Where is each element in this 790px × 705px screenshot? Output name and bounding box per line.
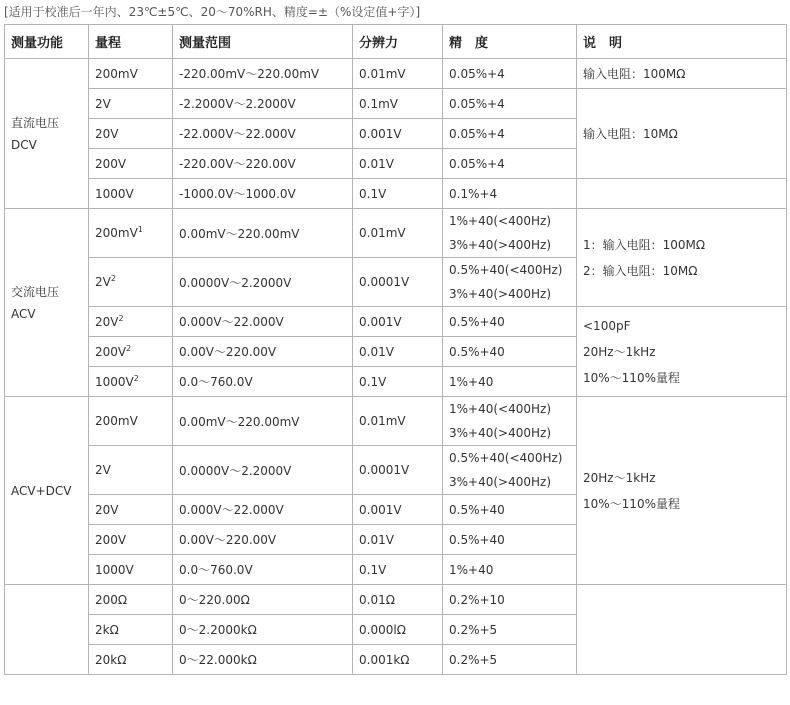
function-acv: 交流电压 ACV [5, 209, 89, 397]
range-cell: $200V^2$ [89, 337, 173, 367]
header-row [5, 25, 787, 59]
span-cell: 0.0000V～2.2000V [173, 446, 353, 495]
span-cell: -22.000V～22.000V [173, 119, 353, 149]
note-cell: 20Hz～1kHz 10%～110%量程 [577, 397, 787, 585]
range-cell: 2kΩ [89, 615, 173, 645]
range-cell: 1000V [89, 555, 173, 585]
function-acv-dcv: ACV+DCV [5, 397, 89, 585]
table-row [5, 397, 787, 446]
range-cell: 200V [89, 525, 173, 555]
accuracy-cell: 0.2%+5 [443, 645, 577, 675]
accuracy-cell: 1%+40 [443, 367, 577, 397]
span-cell: 0.000V～22.000V [173, 307, 353, 337]
range-cell: $1000V^2$ [89, 367, 173, 397]
range-cell: 200mV [89, 59, 173, 89]
accuracy-cell: 0.1%+4 [443, 179, 577, 209]
span-cell: 0～2.2000kΩ [173, 615, 353, 645]
table-row [5, 585, 787, 615]
note-cell: <100pF 20Hz～1kHz 10%～110%量程 [577, 307, 787, 397]
accuracy-cell: 0.5%+40(<400Hz) 3%+40(>400Hz) [443, 258, 577, 307]
table-row [5, 209, 787, 258]
table-row [5, 307, 787, 337]
range-cell: 2V [89, 89, 173, 119]
range-cell: $2V^2$ [89, 258, 173, 307]
range-cell: 200mV [89, 397, 173, 446]
range-cell: 1000V [89, 179, 173, 209]
range-cell: 20V [89, 119, 173, 149]
accuracy-cell: 0.05%+4 [443, 89, 577, 119]
resolution-cell: 0.0001V [353, 446, 443, 495]
resolution-cell: 0.01V [353, 337, 443, 367]
note-cell: 输入电阻：10MΩ [577, 89, 787, 179]
note-cell: 1：输入电阻：100MΩ 2：输入电阻：10MΩ [577, 209, 787, 307]
accuracy-cell: 1%+40(<400Hz) 3%+40(>400Hz) [443, 397, 577, 446]
resolution-cell: 0.000lΩ [353, 615, 443, 645]
header-notes: 说 明 [577, 25, 787, 59]
header-span: 测量范围 [173, 25, 353, 59]
accuracy-cell: 0.05%+4 [443, 149, 577, 179]
accuracy-cell: 0.2%+10 [443, 585, 577, 615]
span-cell: 0～220.00Ω [173, 585, 353, 615]
resolution-cell: 0.0001V [353, 258, 443, 307]
span-cell: 0.00V～220.00V [173, 337, 353, 367]
resolution-cell: 0.01mV [353, 59, 443, 89]
function-ohm [5, 585, 89, 675]
accuracy-cell: 0.05%+4 [443, 119, 577, 149]
range-cell: 200Ω [89, 585, 173, 615]
resolution-cell: 0.001V [353, 307, 443, 337]
accuracy-cell: 1%+40 [443, 555, 577, 585]
span-cell: 0.0～760.0V [173, 555, 353, 585]
span-cell: 0.00mV～220.00mV [173, 397, 353, 446]
note-cell [577, 179, 787, 209]
range-cell: 20V [89, 495, 173, 525]
table-caption: [适用于校准后一年内、23℃±5℃、20～70%RH、精度=±（%设定值+字）] [4, 5, 421, 19]
header-range: 量程 [89, 25, 173, 59]
span-cell: 0～22.000kΩ [173, 645, 353, 675]
resolution-cell: 0.001V [353, 495, 443, 525]
note-cell: 输入电阻：100MΩ [577, 59, 787, 89]
note-cell [577, 585, 787, 675]
resolution-cell: 0.01mV [353, 209, 443, 258]
accuracy-cell: 0.2%+5 [443, 615, 577, 645]
accuracy-cell: 0.05%+4 [443, 59, 577, 89]
span-cell: -1000.0V～1000.0V [173, 179, 353, 209]
resolution-cell: 0.01V [353, 149, 443, 179]
accuracy-cell: 0.5%+40 [443, 307, 577, 337]
span-cell: -2.2000V～2.2000V [173, 89, 353, 119]
range-cell: $20V^2$ [89, 307, 173, 337]
resolution-cell: 0.001V [353, 119, 443, 149]
accuracy-cell: 1%+40(<400Hz) 3%+40(>400Hz) [443, 209, 577, 258]
accuracy-cell: 0.5%+40 [443, 525, 577, 555]
header-function: 测量功能 [5, 25, 89, 59]
table-row [5, 89, 787, 119]
spec-table [4, 24, 787, 675]
span-cell: 0.0000V～2.2000V [173, 258, 353, 307]
span-cell: -220.00mV～220.00mV [173, 59, 353, 89]
table-row [5, 179, 787, 209]
resolution-cell: 0.1V [353, 179, 443, 209]
function-dcv: 直流电压 DCV [5, 59, 89, 209]
range-cell: $200mV^1$ [89, 209, 173, 258]
resolution-cell: 0.001kΩ [353, 645, 443, 675]
resolution-cell: 0.01Ω [353, 585, 443, 615]
accuracy-cell: 0.5%+40 [443, 495, 577, 525]
resolution-cell: 0.01V [353, 525, 443, 555]
table-row [5, 59, 787, 89]
header-resolution: 分辨力 [353, 25, 443, 59]
span-cell: -220.00V～220.00V [173, 149, 353, 179]
accuracy-cell: 0.5%+40(<400Hz) 3%+40(>400Hz) [443, 446, 577, 495]
span-cell: 0.00V～220.00V [173, 525, 353, 555]
resolution-cell: 0.1V [353, 367, 443, 397]
resolution-cell: 0.1mV [353, 89, 443, 119]
accuracy-cell: 0.5%+40 [443, 337, 577, 367]
resolution-cell: 0.01mV [353, 397, 443, 446]
range-cell: 2V [89, 446, 173, 495]
span-cell: 0.00mV～220.00mV [173, 209, 353, 258]
range-cell: 200V [89, 149, 173, 179]
header-accuracy: 精 度 [443, 25, 577, 59]
span-cell: 0.000V～22.000V [173, 495, 353, 525]
range-cell: 20kΩ [89, 645, 173, 675]
span-cell: 0.0～760.0V [173, 367, 353, 397]
resolution-cell: 0.1V [353, 555, 443, 585]
